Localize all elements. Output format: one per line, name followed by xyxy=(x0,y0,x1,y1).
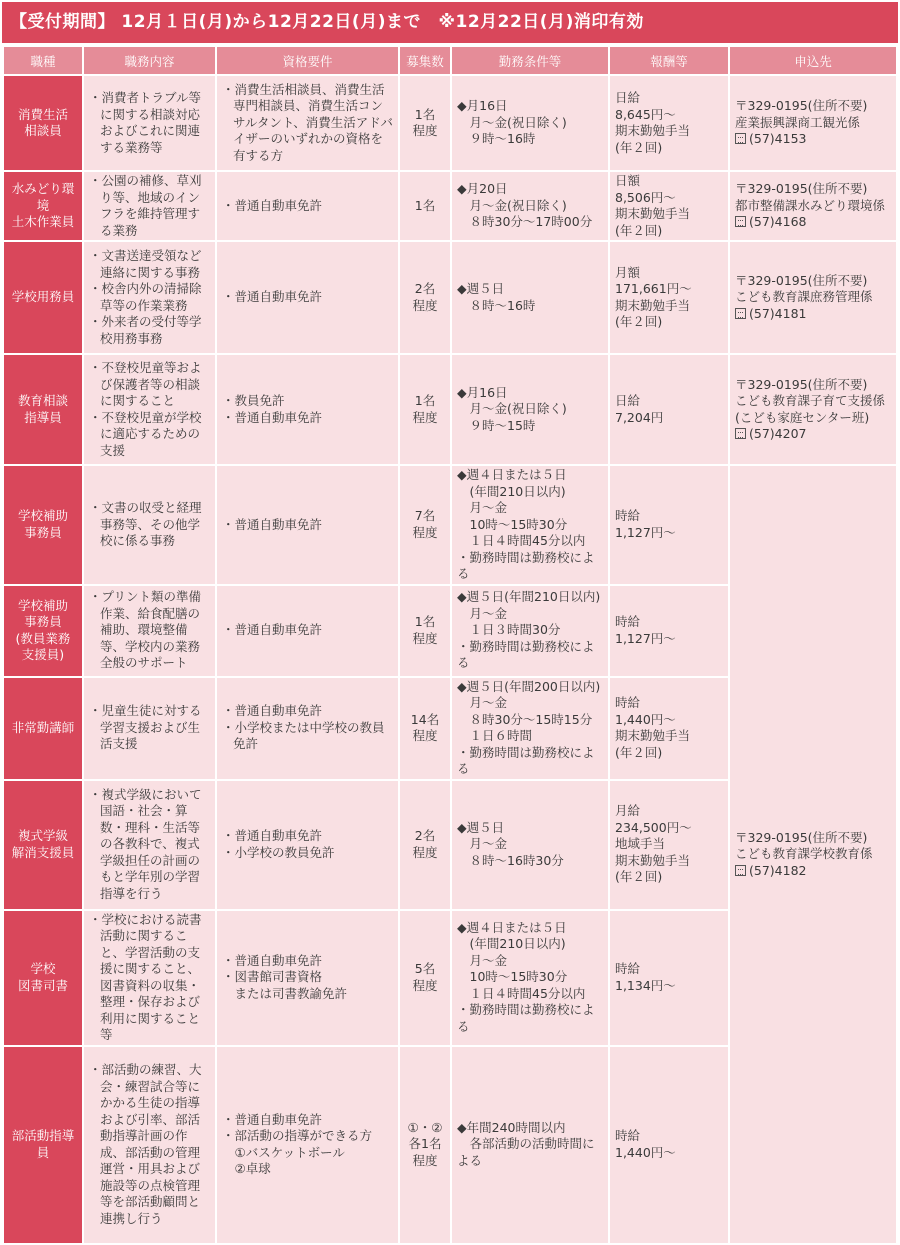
conditions-cell-line: 10時～15時30分 xyxy=(457,969,568,985)
openings-cell xyxy=(400,76,450,170)
header-job-type: 職種 xyxy=(4,47,82,74)
contact-line: 〒329-0195(住所不要) xyxy=(735,376,868,392)
qualifications-cell xyxy=(217,678,398,779)
conditions-cell-line: ◆年間240時間以内 xyxy=(457,1119,566,1135)
duties-cell-line: ・部活動の練習、大会・練習試合等にかかる生徒の指導および引率、部活動指導計画の作成、部活動の管理運営・用具および施設等の点検管理等を部活動顧問と連携し行う xyxy=(89,1062,202,1226)
contact-cell xyxy=(730,242,896,353)
conditions-cell-line: １日６時間 xyxy=(457,728,533,743)
contact-phone xyxy=(735,306,891,323)
contact-phone xyxy=(735,214,891,231)
conditions-cell xyxy=(452,172,608,240)
job-title-cell-line: 学校用務員 xyxy=(11,289,75,305)
pay-cell-line: 時給 xyxy=(615,695,641,710)
phone-icon xyxy=(735,133,746,144)
table-header-row xyxy=(4,47,896,74)
pay-cell-line: 時給 xyxy=(615,1128,641,1143)
pay-cell-line: 期末勤勉手当 xyxy=(615,297,691,313)
pay-cell-line: 地域手当 xyxy=(615,836,666,852)
conditions-cell-line: ８時～16時 xyxy=(457,297,536,313)
openings-cell-line: 程度 xyxy=(412,1152,438,1168)
openings-cell xyxy=(400,1047,450,1243)
pay-cell-line: 234,500円～ xyxy=(615,819,692,835)
duties-cell-line: ・文書送達受領など連絡に関する事務 xyxy=(89,248,202,280)
phone-number: (57)4181 xyxy=(749,305,807,321)
duties-cell-line: ・プリント類の準備作業、給食配膳の補助、環境整備等、学校内の業務全般のサポート xyxy=(89,589,202,671)
job-title-cell xyxy=(4,586,82,676)
qualifications-cell-line: ・普通自動車免許 xyxy=(222,197,323,213)
duties-cell xyxy=(84,242,215,353)
contact-line: 産業振興課商工観光係 xyxy=(735,114,861,130)
qualifications-cell-line: ・普通自動車免許 xyxy=(222,1111,323,1127)
job-title-cell-line: 部活動指導員 xyxy=(11,1128,75,1160)
openings-cell xyxy=(400,678,450,779)
duties-cell xyxy=(84,781,215,909)
duties-cell-line: ・不登校児童が学校に適応するための支援 xyxy=(89,409,202,458)
qualifications-cell xyxy=(217,76,398,170)
table-row xyxy=(4,242,896,353)
conditions-cell-line: ８時30分～17時00分 xyxy=(457,214,593,230)
job-title-cell xyxy=(4,172,82,240)
conditions-cell-line: 月～金 xyxy=(457,605,508,621)
conditions-cell-line: １日４時間45分以内 xyxy=(457,985,586,1001)
duties-cell xyxy=(84,586,215,676)
pay-cell xyxy=(610,242,728,353)
duties-cell xyxy=(84,911,215,1045)
job-title-cell xyxy=(4,355,82,464)
openings-cell xyxy=(400,172,450,240)
pay-cell xyxy=(610,781,728,909)
phone-icon xyxy=(735,428,746,439)
qualifications-cell xyxy=(217,172,398,240)
openings-cell-line: 程度 xyxy=(412,524,438,540)
openings-cell-line: 1名 xyxy=(414,197,436,213)
phone-icon xyxy=(735,216,746,227)
openings-cell-line: 1名 xyxy=(414,106,436,122)
conditions-cell-line: ◆週５日 xyxy=(457,819,505,835)
conditions-cell xyxy=(452,678,608,779)
duties-cell-line: ・公園の補修、草刈り等、地域のインフラを維持管理する業務 xyxy=(89,173,202,238)
qualifications-cell xyxy=(217,466,398,584)
qualifications-cell-line: ・教員免許 xyxy=(222,393,285,408)
job-title-cell xyxy=(4,242,82,353)
pay-cell xyxy=(610,586,728,676)
job-title-cell xyxy=(4,781,82,909)
conditions-cell xyxy=(452,911,608,1045)
openings-cell-line: 程度 xyxy=(412,409,438,425)
duties-cell-line: ・複式学級において国語・社会・算数・理科・生活等の各教科で、複式学級担任の計画のもと学年別の学習指導を行う xyxy=(89,786,202,901)
pay-cell-line: 日給 xyxy=(615,90,641,105)
pay-cell-line: 時給 xyxy=(615,614,641,629)
conditions-cell xyxy=(452,76,608,170)
duties-cell-line: ・学校における読書活動に関すること、学習活動の支援に関すること、図書資料の収集・整理・保存および利用に関すること等 xyxy=(89,911,202,1042)
conditions-cell-line: 月～金(祝日除く) xyxy=(457,197,567,213)
qualifications-cell-line: ・消費生活相談員、消費生活専門相談員、消費生活コンサルタント、消費生活アドバイザーのいずれかの資格を有する方 xyxy=(222,81,394,163)
job-title-cell-line: 事務員 xyxy=(24,614,62,629)
qualifications-cell-line: ・普通自動車免許 xyxy=(222,828,323,843)
phone-icon xyxy=(735,865,746,876)
job-title-cell-line: 学校 xyxy=(30,961,56,976)
conditions-cell-line: １日４時間45分以内 xyxy=(457,533,586,548)
job-title-cell-line: 土木作業員 xyxy=(11,214,75,230)
qualifications-cell-line: ・普通自動車免許 xyxy=(222,409,323,425)
qualifications-cell-line: ・図書館司書資格 xyxy=(222,969,323,985)
pay-cell xyxy=(610,1047,728,1243)
header-qualifications: 資格要件 xyxy=(217,47,398,74)
conditions-cell-line: １日３時間30分 xyxy=(457,622,561,638)
phone-number: (57)4153 xyxy=(749,131,807,147)
qualifications-cell-line: ・普通自動車免許 xyxy=(222,516,323,532)
job-title-cell xyxy=(4,911,82,1045)
duties-cell xyxy=(84,355,215,464)
qualifications-cell xyxy=(217,242,398,353)
qualifications-cell-line: ・普通自動車免許 xyxy=(222,289,323,305)
pay-cell-line: 1,134円～ xyxy=(615,977,676,993)
qualifications-cell xyxy=(217,781,398,909)
openings-cell xyxy=(400,586,450,676)
pay-cell-line: 期末勤勉手当 xyxy=(615,852,691,868)
conditions-cell xyxy=(452,242,608,353)
pay-cell-line: 期末勤勉手当 xyxy=(615,123,691,138)
contact-phone xyxy=(735,131,891,148)
contact-cell xyxy=(730,355,896,464)
contact-line: こども教育課子育て支援係 xyxy=(735,393,886,408)
openings-cell xyxy=(400,466,450,584)
conditions-cell-line: 月～金 xyxy=(457,695,508,710)
conditions-cell-line: ８時～16時30分 xyxy=(457,852,564,868)
qualifications-cell-line: ②卓球 xyxy=(222,1161,271,1176)
job-title-cell xyxy=(4,1047,82,1243)
job-title-cell-line: 指導員 xyxy=(24,409,62,425)
duties-cell xyxy=(84,172,215,240)
duties-cell xyxy=(84,76,215,170)
pay-cell-line: (年２回) xyxy=(615,222,663,238)
job-title-cell-line: 相談員 xyxy=(24,123,62,138)
qualifications-cell-line: ①バスケットボール xyxy=(222,1144,345,1160)
pay-cell-line: (年２回) xyxy=(615,744,663,760)
contact-line: こども教育課学校教育係 xyxy=(735,846,873,861)
conditions-cell xyxy=(452,466,608,584)
conditions-cell-line: ・勤務時間は勤務校による xyxy=(457,744,595,776)
conditions-cell-line: 各部活動の活動時間による xyxy=(457,1136,595,1168)
openings-cell-line: 程度 xyxy=(412,123,438,138)
pay-cell-line: (年２回) xyxy=(615,869,663,885)
qualifications-cell-line: ・小学校の教員免許 xyxy=(222,844,335,860)
qualifications-cell-line: ・小学校または中学校の教員免許 xyxy=(222,719,385,752)
openings-cell xyxy=(400,355,450,464)
openings-cell-line: 1名 xyxy=(414,393,436,408)
conditions-cell-line: ◆月16日 xyxy=(457,98,508,114)
conditions-cell xyxy=(452,1047,608,1243)
openings-cell-line: 5名 xyxy=(414,961,436,976)
pay-cell-line: 時給 xyxy=(615,508,641,524)
header-pay: 報酬等 xyxy=(610,47,728,74)
pay-cell-line: (年２回) xyxy=(615,139,663,155)
duties-cell-line: ・校舎内外の清掃除草等の作業業務 xyxy=(89,281,202,313)
pay-cell-line: 日給 xyxy=(615,393,641,408)
job-title-cell-line: 学校補助 xyxy=(17,508,68,524)
header-openings: 募集数 xyxy=(400,47,450,74)
conditions-cell-line: ・勤務時間は勤務校による xyxy=(457,549,595,581)
conditions-cell-line: 月～金 xyxy=(457,500,508,515)
phone-number: (57)4182 xyxy=(749,862,807,878)
job-title-cell-line: 教育相談 xyxy=(17,393,68,408)
table-row xyxy=(4,355,896,464)
pay-cell-line: 8,506円～ xyxy=(615,189,676,205)
qualifications-cell-line: ・普通自動車免許 xyxy=(222,622,323,638)
conditions-cell-line: (年間210日以内) xyxy=(457,936,566,952)
conditions-cell-line: 10時～15時30分 xyxy=(457,516,568,532)
pay-cell-line: 期末勤勉手当 xyxy=(615,206,691,221)
pay-cell-line: 日額 xyxy=(615,173,641,188)
contact-line: こども教育課庶務管理係 xyxy=(735,289,873,305)
job-title-cell-line: 支援員) xyxy=(21,647,65,662)
job-title-cell-line: 水みどり環境 xyxy=(11,181,75,213)
job-title-cell xyxy=(4,678,82,779)
conditions-cell-line: 月～金 xyxy=(457,952,508,968)
qualifications-cell-line: または司書教諭免許 xyxy=(222,985,348,1001)
conditions-cell-line: ◆週４日または５日 xyxy=(457,467,567,482)
pay-cell xyxy=(610,172,728,240)
openings-cell-line: 1名 xyxy=(414,614,436,629)
qualifications-cell-line: ・普通自動車免許 xyxy=(222,952,323,968)
conditions-cell-line: ・勤務時間は勤務校による xyxy=(457,1002,595,1034)
job-title-cell-line: 図書司書 xyxy=(17,977,68,993)
contact-cell xyxy=(730,466,896,1243)
table-row xyxy=(4,466,896,584)
job-title-cell xyxy=(4,466,82,584)
openings-cell-line: ①・② xyxy=(407,1119,443,1135)
qualifications-cell-line: ・普通自動車免許 xyxy=(222,703,323,719)
qualifications-cell xyxy=(217,1047,398,1243)
openings-cell-line: 程度 xyxy=(412,630,438,646)
table-row xyxy=(4,76,896,170)
conditions-cell xyxy=(452,355,608,464)
pay-cell xyxy=(610,678,728,779)
contact-line: 〒329-0195(住所不要) xyxy=(735,98,868,114)
pay-cell-line: 1,440円～ xyxy=(615,1144,676,1160)
job-title-cell-line: 解消支援員 xyxy=(11,844,75,860)
pay-cell-line: 時給 xyxy=(615,961,641,976)
pay-cell-line: (年２回) xyxy=(615,314,663,329)
contact-phone xyxy=(735,426,891,443)
conditions-cell-line: ８時30分～15時15分 xyxy=(457,711,593,727)
pay-cell xyxy=(610,355,728,464)
job-listing-table xyxy=(2,45,898,1245)
openings-cell-line: 2名 xyxy=(414,828,436,843)
duties-cell-line: ・不登校児童等および保護者等の相談に関すること xyxy=(89,360,202,408)
conditions-cell-line: 月～金(祝日除く) xyxy=(457,401,567,417)
openings-cell xyxy=(400,242,450,353)
openings-cell xyxy=(400,781,450,909)
pay-cell-line: 1,127円～ xyxy=(615,630,676,646)
openings-cell-line: 程度 xyxy=(412,977,438,993)
pay-cell-line: 期末勤勉手当 xyxy=(615,728,691,743)
pay-cell-line: 8,645円～ xyxy=(615,106,676,122)
conditions-cell-line: ９時～15時 xyxy=(457,417,536,433)
openings-cell-line: 程度 xyxy=(412,844,438,860)
duties-cell-line: ・児童生徒に対する学習支援および生活支援 xyxy=(89,703,202,752)
table-row xyxy=(4,172,896,240)
qualifications-cell xyxy=(217,586,398,676)
job-title-cell-line: 消費生活 xyxy=(17,106,68,122)
duties-cell xyxy=(84,678,215,779)
pay-cell-line: 7,204円 xyxy=(615,409,664,425)
conditions-cell-line: ◆週５日(年間200日以内) xyxy=(457,678,601,694)
conditions-cell-line: 月～金 xyxy=(457,836,508,852)
contact-cell xyxy=(730,76,896,170)
job-title-cell-line: (教員業務 xyxy=(15,630,71,646)
conditions-cell-line: ９時～16時 xyxy=(457,131,536,147)
conditions-cell-line: ◆月16日 xyxy=(457,384,508,400)
pay-cell-line: 171,661円～ xyxy=(615,281,692,296)
qualifications-cell xyxy=(217,355,398,464)
conditions-cell-line: ◆週５日 xyxy=(457,281,505,296)
phone-number: (57)4168 xyxy=(749,214,807,230)
qualifications-cell-line: ・部活動の指導ができる方 xyxy=(222,1128,373,1143)
phone-icon xyxy=(735,308,746,319)
pay-cell-line: 月額 xyxy=(615,264,641,280)
contact-phone xyxy=(735,863,891,880)
conditions-cell-line: ◆週４日または５日 xyxy=(457,919,567,935)
conditions-cell xyxy=(452,586,608,676)
openings-cell-line: 14名 xyxy=(410,711,440,727)
phone-number: (57)4207 xyxy=(749,426,807,441)
pay-cell-line: 1,127円～ xyxy=(615,524,676,540)
pay-cell-line: 1,440円～ xyxy=(615,711,676,727)
openings-cell-line: 各1名 xyxy=(408,1136,442,1152)
conditions-cell-line: (年間210日以内) xyxy=(457,483,566,499)
contact-line: 〒329-0195(住所不要) xyxy=(735,272,868,288)
contact-line: 〒329-0195(住所不要) xyxy=(735,829,868,845)
openings-cell-line: 程度 xyxy=(412,728,438,743)
header-conditions: 勤務条件等 xyxy=(452,47,608,74)
contact-line: 都市整備課水みどり環境係 xyxy=(735,197,886,213)
conditions-cell-line: ◆月20日 xyxy=(457,181,508,197)
openings-cell xyxy=(400,911,450,1045)
job-title-cell-line: 学校補助 xyxy=(17,597,68,613)
openings-cell-line: 7名 xyxy=(414,508,436,524)
pay-cell xyxy=(610,76,728,170)
contact-line: 〒329-0195(住所不要) xyxy=(735,181,868,197)
contact-cell xyxy=(730,172,896,240)
pay-cell xyxy=(610,466,728,584)
application-period-banner: 【受付期間】 12月１日(月)から12月22日(月)まで ※12月22日(月)消印有効 xyxy=(2,2,898,43)
contact-line: (こども家庭センター班) xyxy=(735,409,870,425)
header-duties: 職務内容 xyxy=(84,47,215,74)
job-title-cell-line: 複式学級 xyxy=(17,828,68,843)
conditions-cell xyxy=(452,781,608,909)
duties-cell-line: ・消費者トラブル等に関する相談対応およびこれに関連する業務等 xyxy=(89,90,202,155)
job-title-cell-line: 事務員 xyxy=(24,524,62,540)
openings-cell-line: 2名 xyxy=(414,281,436,296)
conditions-cell-line: 月～金(祝日除く) xyxy=(457,114,567,130)
duties-cell xyxy=(84,1047,215,1243)
header-contact: 申込先 xyxy=(730,47,896,74)
openings-cell-line: 程度 xyxy=(412,297,438,313)
conditions-cell-line: ◆週５日(年間210日以内) xyxy=(457,589,601,605)
duties-cell-line: ・外来者の受付等学校用務事務 xyxy=(89,314,202,346)
job-title-cell xyxy=(4,76,82,170)
duties-cell-line: ・文書の収受と経理事務等、その他学校に係る事務 xyxy=(89,500,202,548)
qualifications-cell xyxy=(217,911,398,1045)
conditions-cell-line: ・勤務時間は勤務校による xyxy=(457,638,595,671)
pay-cell-line: 月給 xyxy=(615,803,641,819)
duties-cell xyxy=(84,466,215,584)
job-title-cell-line: 非常勤講師 xyxy=(11,719,75,735)
pay-cell xyxy=(610,911,728,1045)
